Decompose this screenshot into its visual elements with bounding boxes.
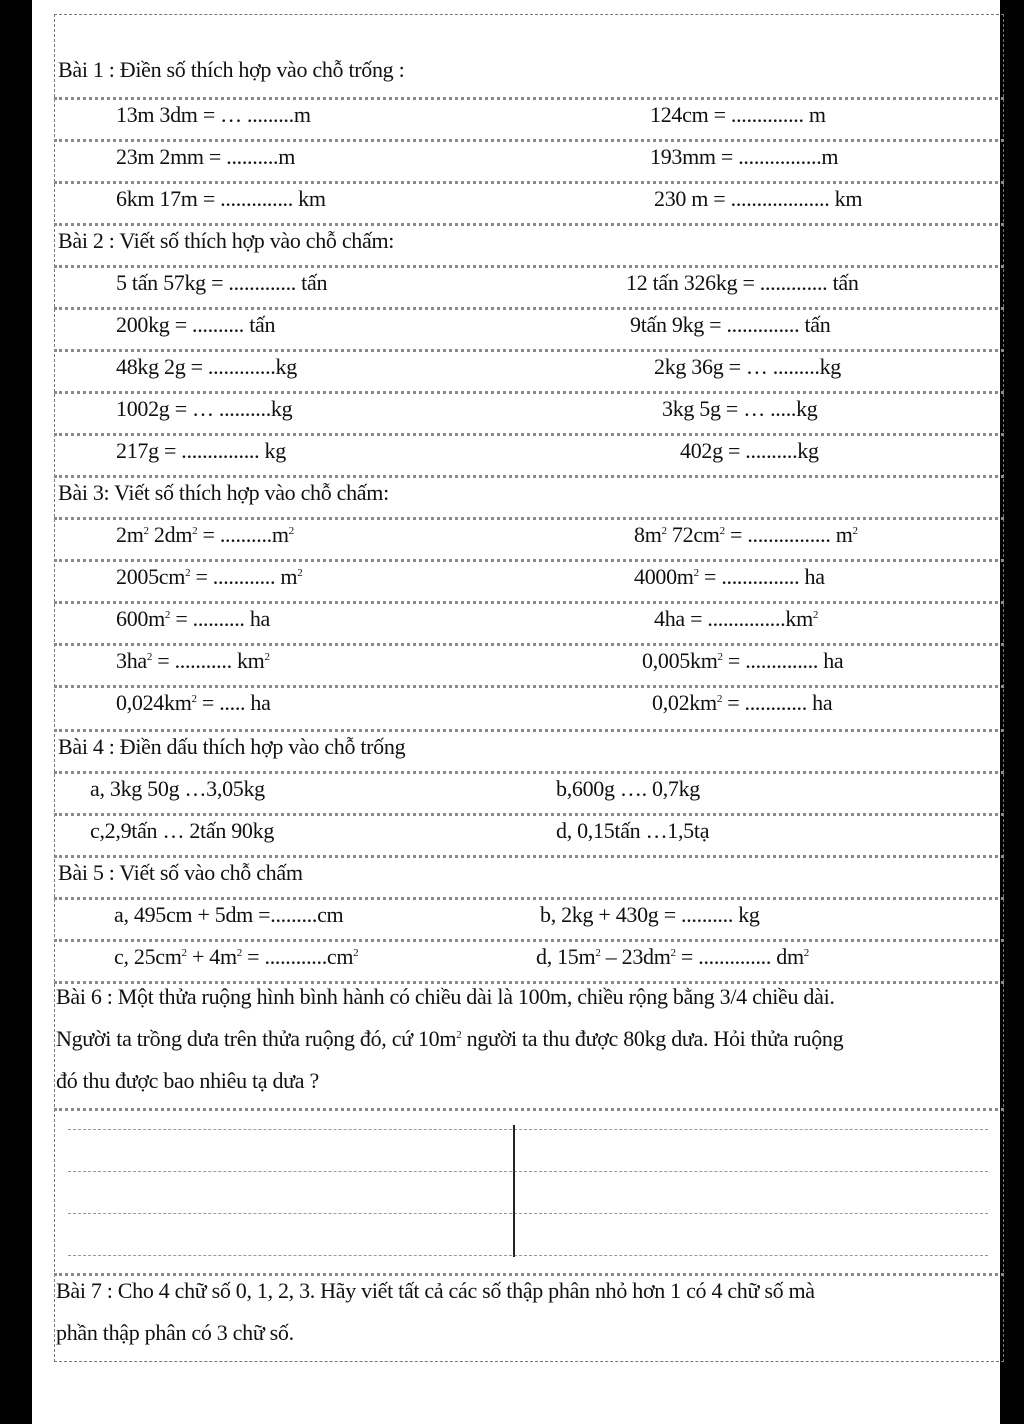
bai2-row3-right: 2kg 36g = … .........kg bbox=[654, 354, 842, 379]
superscript: 2 bbox=[288, 525, 294, 537]
term: 0,02km bbox=[652, 690, 717, 715]
bai2-title: Bài 2 : Viết số thích hợp vào chỗ chấm: bbox=[58, 228, 395, 253]
bai3-row3-left bbox=[116, 606, 270, 632]
bai2-row-1 bbox=[54, 265, 1004, 307]
bai1-row2-right: 193mm = ................m bbox=[650, 144, 839, 169]
term: người ta thu được 80kg dưa. Hỏi thửa ruộng bbox=[461, 1026, 844, 1051]
bai1-row1-left: 13m 3dm = … .........m bbox=[116, 102, 311, 127]
superscript: 2 bbox=[661, 525, 667, 537]
bai6-block bbox=[54, 981, 1004, 1108]
bai2-row2-left: 200kg = .......... tấn bbox=[116, 312, 276, 337]
term: = ..........m bbox=[197, 522, 289, 547]
bai7-line-1: Bài 7 : Cho 4 chữ số 0, 1, 2, 3. Hãy viết tất cả các số thập phân nhỏ hơn 1 có 4 chữ số mà bbox=[56, 1278, 815, 1303]
bai6-answer-area bbox=[54, 1108, 1004, 1273]
bai5-item-d bbox=[536, 944, 809, 970]
superscript: 2 bbox=[192, 525, 198, 537]
bai3-row-1 bbox=[54, 517, 1004, 559]
bai3-row2-left bbox=[116, 564, 302, 590]
term: 0,024km bbox=[116, 690, 192, 715]
bai1-row-1 bbox=[54, 97, 1004, 139]
bai2-row3-left: 48kg 2g = .............kg bbox=[116, 354, 297, 379]
bai3-row5-right bbox=[652, 690, 832, 716]
bai3-row1-right bbox=[634, 522, 858, 548]
bai2-heading-row bbox=[54, 223, 1004, 265]
bai2-row4-right: 3kg 5g = … .....kg bbox=[662, 396, 818, 421]
bai5-row-2 bbox=[54, 939, 1004, 981]
term: 2m bbox=[116, 522, 144, 547]
bai3-title: Bài 3: Viết số thích hợp vào chỗ chấm: bbox=[58, 480, 389, 505]
bai5-item-a: a, 495cm + 5dm =.........cm bbox=[114, 902, 344, 927]
bai4-item-a: a, 3kg 50g …3,05kg bbox=[90, 776, 265, 801]
bai1-row3-right: 230 m = ................... km bbox=[654, 186, 863, 211]
term: = ............... ha bbox=[698, 564, 825, 589]
bai2-row5-left: 217g = ............... kg bbox=[116, 438, 286, 463]
superscript: 2 bbox=[852, 525, 858, 537]
bai3-row2-right bbox=[634, 564, 825, 590]
term: 72cm bbox=[666, 522, 720, 547]
superscript: 2 bbox=[297, 567, 303, 579]
term: = ................ m bbox=[724, 522, 853, 547]
bai1-heading-row bbox=[54, 55, 1004, 97]
superscript: 2 bbox=[185, 567, 191, 579]
term: 600m bbox=[116, 606, 165, 631]
bai1-row1-right: 124cm = .............. m bbox=[650, 102, 826, 127]
bai7-line-2: phần thập phân có 3 chữ số. bbox=[56, 1320, 294, 1345]
bai4-row-2 bbox=[54, 813, 1004, 855]
bai2-row5-right: 402g = ..........kg bbox=[680, 438, 819, 463]
bai4-item-b: b,600g …. 0,7kg bbox=[556, 776, 701, 801]
bai1-row-3 bbox=[54, 181, 1004, 223]
bai3-row1-left bbox=[116, 522, 294, 548]
bai5-item-b: b, 2kg + 430g = .......... kg bbox=[540, 902, 760, 927]
superscript: 2 bbox=[164, 609, 171, 621]
superscript: 2 bbox=[693, 567, 699, 579]
bai2-row-2 bbox=[54, 307, 1004, 349]
bai2-row-3 bbox=[54, 349, 1004, 391]
term: Người ta trồng dưa trên thửa ruộng đó, cứ 10m bbox=[56, 1026, 457, 1051]
answer-line bbox=[68, 1171, 988, 1172]
term: 4000m bbox=[634, 564, 694, 589]
bai5-heading-row bbox=[54, 855, 1004, 897]
superscript: 2 bbox=[353, 947, 359, 959]
bai3-row4-right bbox=[642, 648, 843, 674]
bai2-row4-left: 1002g = … ..........kg bbox=[116, 396, 293, 421]
bai3-row3-right bbox=[654, 606, 818, 632]
term: 2dm bbox=[148, 522, 193, 547]
term: 3ha bbox=[116, 648, 147, 673]
term: = .......... ha bbox=[170, 606, 270, 631]
superscript: 2 bbox=[595, 947, 601, 959]
bai1-row2-left: 23m 2mm = ..........m bbox=[116, 144, 296, 169]
term: = ............cm bbox=[241, 944, 354, 969]
term: 0,005km bbox=[642, 648, 718, 673]
superscript: 2 bbox=[146, 651, 153, 663]
bai6-line-1: Bài 6 : Một thửa ruộng hình bình hành có chiều dài là 100m, chiều rộng bằng 3/4 chiều dài. bbox=[56, 984, 835, 1009]
term: = ........... km bbox=[152, 648, 265, 673]
answer-line bbox=[68, 1255, 988, 1256]
bai2-row-4 bbox=[54, 391, 1004, 433]
term: = ..... ha bbox=[196, 690, 271, 715]
bai6-line-2 bbox=[56, 1026, 843, 1052]
term: 4ha = ...............km bbox=[654, 606, 813, 631]
term: 8m bbox=[634, 522, 662, 547]
bai3-row-3 bbox=[54, 601, 1004, 643]
bai3-row5-left bbox=[116, 690, 271, 716]
term: = ............ ha bbox=[722, 690, 833, 715]
term: 2005cm bbox=[116, 564, 186, 589]
bai4-title: Bài 4 : Điền dấu thích hợp vào chỗ trống bbox=[58, 734, 406, 759]
term: d, 15m bbox=[536, 944, 596, 969]
superscript: 2 bbox=[236, 947, 242, 959]
bai5-title: Bài 5 : Viết số vào chỗ chấm bbox=[58, 860, 303, 885]
answer-line bbox=[68, 1129, 988, 1130]
bai2-row1-left: 5 tấn 57kg = ............. tấn bbox=[116, 270, 328, 295]
bai4-heading-row bbox=[54, 729, 1004, 771]
bai3-row-5 bbox=[54, 685, 1004, 729]
bai4-item-d: d, 0,15tấn …1,5tạ bbox=[556, 818, 710, 843]
answer-divider bbox=[513, 1125, 515, 1257]
bai3-heading-row bbox=[54, 475, 1004, 517]
superscript: 2 bbox=[717, 651, 723, 663]
bai2-row2-right: 9tấn 9kg = .............. tấn bbox=[630, 312, 831, 337]
superscript: 2 bbox=[456, 1029, 462, 1041]
term: – 23dm bbox=[600, 944, 671, 969]
term: c, 25cm bbox=[114, 944, 182, 969]
bai4-row-1 bbox=[54, 771, 1004, 813]
bai6-line-3: đó thu được bao nhiêu tạ dưa ? bbox=[56, 1068, 319, 1093]
superscript: 2 bbox=[812, 609, 819, 621]
superscript: 2 bbox=[803, 947, 809, 959]
bai1-row-2 bbox=[54, 139, 1004, 181]
bai1-row3-left: 6km 17m = .............. km bbox=[116, 186, 326, 211]
bai4-item-c: c,2,9tấn … 2tấn 90kg bbox=[90, 818, 275, 843]
term: + 4m bbox=[186, 944, 237, 969]
bai3-row-4 bbox=[54, 643, 1004, 685]
bai2-row1-right: 12 tấn 326kg = ............. tấn bbox=[626, 270, 859, 295]
superscript: 2 bbox=[264, 651, 270, 663]
superscript: 2 bbox=[181, 947, 187, 959]
superscript: 2 bbox=[719, 525, 725, 537]
bai2-row-5 bbox=[54, 433, 1004, 475]
worksheet-page bbox=[32, 0, 1000, 1424]
superscript: 2 bbox=[143, 525, 149, 537]
superscript: 2 bbox=[716, 693, 723, 705]
term: = .............. dm bbox=[675, 944, 804, 969]
term: = .............. ha bbox=[722, 648, 844, 673]
bai5-item-c bbox=[114, 944, 358, 970]
bai7-block bbox=[54, 1273, 1004, 1361]
bai5-row-1 bbox=[54, 897, 1004, 939]
term: = ............ m bbox=[190, 564, 298, 589]
bai3-row-2 bbox=[54, 559, 1004, 601]
superscript: 2 bbox=[191, 693, 197, 705]
answer-line bbox=[68, 1213, 988, 1214]
superscript: 2 bbox=[670, 947, 676, 959]
bai3-row4-left bbox=[116, 648, 270, 674]
bai1-title: Bài 1 : Điền số thích hợp vào chỗ trống : bbox=[58, 57, 405, 82]
